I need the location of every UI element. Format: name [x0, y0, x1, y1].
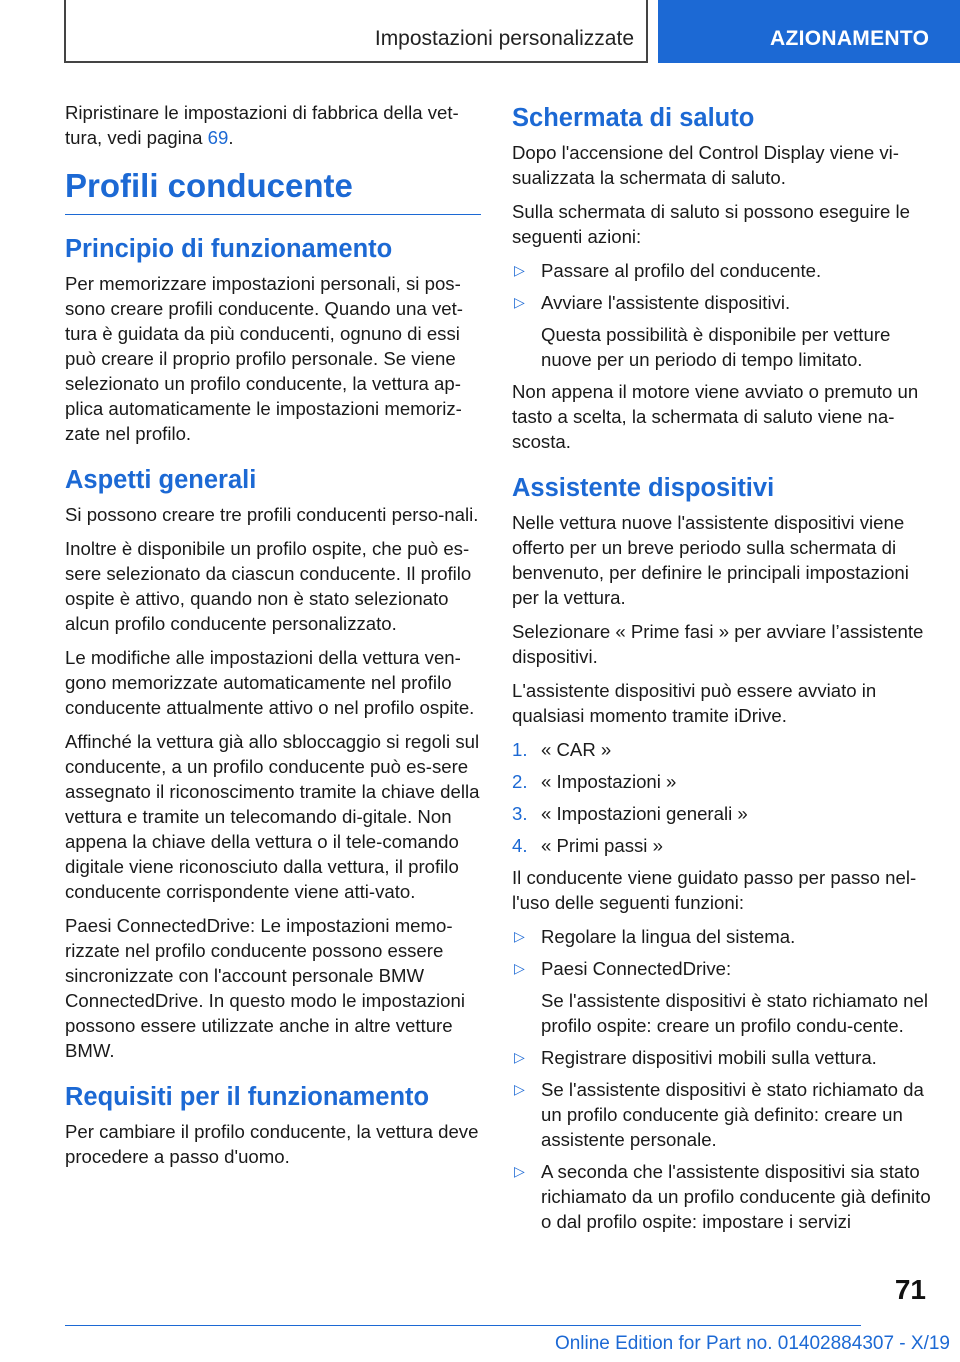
list-item-text: Avviare l'assistente dispositivi. — [541, 292, 791, 313]
list-item — [512, 258, 932, 283]
heading-schermata: Schermata di saluto — [512, 104, 755, 132]
paragraph: Inoltre è disponibile un profilo ospite, che può es-sere selezionato da ciascun conducente. Il profilo ospite è attivo, quando non è stato selezionato alcun profilo conducente personalizzato. — [65, 538, 472, 634]
paragraph: Le modifiche alle impostazioni della vettura ven-gono memorizzate automaticamente nel profilo conducente attualmente attivo o nel profilo ospite. — [65, 647, 475, 718]
intro-paragraph — [65, 100, 481, 150]
intro-text: Ripristinare le impostazioni di fabbrica della vet-tura, vedi pagina — [65, 102, 459, 148]
paragraph: Sulla schermata di saluto si possono eseguire le seguenti azioni: — [512, 201, 910, 247]
chapter-tab[interactable] — [658, 0, 960, 63]
step-number: 3. — [512, 803, 528, 824]
paragraph: L'assistente dispositivi può essere avviato in qualsiasi momento tramite iDrive. — [512, 680, 877, 726]
left-column — [65, 100, 481, 1178]
section-title: Impostazioni personalizzate — [374, 27, 634, 50]
paragraph: Per cambiare il profilo conducente, la vettura deve procedere a passo d'uomo. — [65, 1121, 479, 1167]
heading-assistente: Assistente dispositivi — [512, 474, 775, 502]
footer-text — [200, 1333, 950, 1355]
step-item — [512, 769, 932, 794]
list-item-text: A seconda che l'assistente dispositivi sia stato richiamato da un profilo conducente già definito o dal profilo ospite: impostare i servizi — [541, 1161, 931, 1232]
bullet-list — [512, 258, 932, 372]
step-item — [512, 801, 932, 826]
step-number: 2. — [512, 771, 528, 792]
edition-text: Online Edition for Part no. 01402884307 - X/19 — [554, 1333, 950, 1354]
chapter-label: AZIONAMENTO — [770, 27, 930, 50]
list-item-note: Questa possibilità è disponibile per vetture nuove per un periodo di tempo limitato. — [541, 324, 891, 370]
step-text: « CAR » — [541, 739, 612, 760]
list-item — [512, 1159, 932, 1234]
list-item — [512, 956, 932, 1038]
heading-aspetti: Aspetti generali — [65, 466, 257, 494]
steps-list — [512, 737, 932, 858]
step-text: « Impostazioni » — [541, 771, 677, 792]
list-item-text: Registrare dispositivi mobili sulla vettura. — [541, 1047, 877, 1068]
step-item — [512, 737, 932, 762]
list-item-note: Se l'assistente dispositivi è stato richiamato nel profilo ospite: creare un profilo condu-cente. — [541, 990, 928, 1036]
list-item — [512, 1045, 932, 1070]
page-number: 71 — [894, 1274, 926, 1305]
list-item-text: Paesi ConnectedDrive: — [541, 958, 732, 979]
list-item — [512, 1077, 932, 1152]
step-text: « Impostazioni generali » — [541, 803, 748, 824]
list-item-text: Regolare la lingua del sistema. — [541, 926, 796, 947]
step-number: 1. — [512, 739, 528, 760]
page-title: Profili conducente — [65, 164, 481, 215]
paragraph: Affinché la vettura già allo sbloccaggio si regoli sul conducente, a un profilo conducente può es-sere assegnato il riconoscimento tramite la chiave della vettura e tramite un telecomando di-gitale. Non appena la chiave della vettura o il tele-comando digitale viene riconosciuto dalla vettura, il profilo conducente corrispondente viene atti-vato. — [65, 731, 480, 902]
paragraph: Nelle vettura nuove l'assistente dispositivi viene offerto per un breve periodo sulla schermata di benvenuto, per definire le principali impostazioni per la vettura. — [512, 512, 909, 608]
right-column — [512, 100, 932, 1241]
paragraph: Non appena il motore viene avviato o premuto un tasto a scelta, la schermata di saluto viene na-scosta. — [512, 381, 919, 452]
step-item — [512, 833, 932, 858]
paragraph: Per memorizzare impostazioni personali, si pos-sono creare profili conducente. Quando una vet-tura è guidata da più conducenti, ognuno di essi può creare il proprio profilo personale. Se viene selezionato un profilo conducente, la vettura ap-plica automaticamente le impostazioni memoriz-zate nel profilo. — [65, 273, 463, 444]
footer-divider — [65, 1325, 861, 1326]
header-frame — [64, 0, 648, 63]
heading-requisiti: Requisiti per il funzionamento — [65, 1083, 430, 1111]
bullet-list — [512, 924, 932, 1234]
step-number: 4. — [512, 835, 528, 856]
paragraph: Si possono creare tre profili conducenti perso-nali. — [65, 504, 479, 525]
paragraph: Paesi ConnectedDrive: Le impostazioni memo-rizzate nel profilo conducente possono essere sincronizzate con l'account personale BMW ConnectedDrive. In questo modo le impostazioni possono essere utilizzate anche in altre vetture BMW. — [65, 915, 465, 1061]
paragraph: Dopo l'accensione del Control Display viene vi-sualizzata la schermata di saluto. — [512, 142, 899, 188]
list-item-text: Passare al profilo del conducente. — [541, 260, 822, 281]
list-item — [512, 924, 932, 949]
list-item — [512, 290, 932, 372]
intro-end: . — [228, 127, 234, 148]
list-item-text: Se l'assistente dispositivi è stato richiamato da un profilo conducente già definito: creare un assistente personale. — [541, 1079, 924, 1150]
heading-principio: Principio di funzionamento — [65, 235, 393, 263]
step-text: « Primi passi » — [541, 835, 663, 856]
paragraph: Selezionare « Prime fasi » per avviare l’assistente dispositivi. — [512, 621, 924, 667]
page-link[interactable]: 69 — [207, 127, 229, 148]
paragraph: Il conducente viene guidato passo per passo nel-l'uso delle seguenti funzioni: — [512, 867, 917, 913]
